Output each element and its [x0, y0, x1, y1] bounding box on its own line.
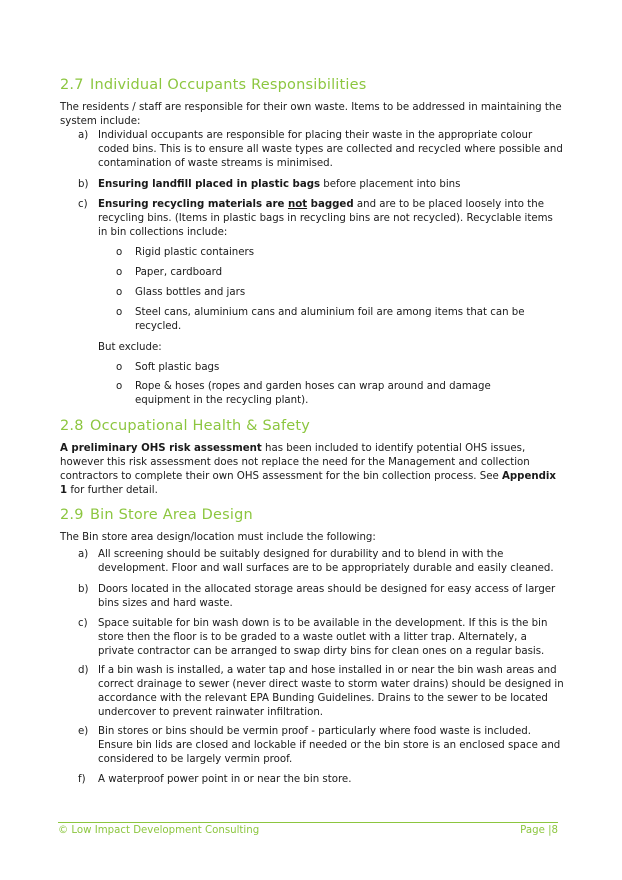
- section-2-9-heading: [60, 507, 253, 523]
- bullet-marker: o: [116, 362, 123, 373]
- item-bold-text: Ensuring landfill placed in plastic bags: [98, 179, 321, 190]
- list-item: [78, 178, 565, 192]
- item-label: c): [78, 618, 88, 629]
- bullet-text: Glass bottles and jars: [135, 287, 246, 298]
- item-text: A waterproof power point in or near the bin store.: [98, 774, 352, 785]
- bullet-item: [116, 306, 536, 334]
- section-title: Occupational Health & Safety: [90, 418, 311, 434]
- section-title: Individual Occupants Responsibilities: [90, 77, 367, 93]
- bullet-item: [116, 380, 536, 408]
- item-label: d): [78, 665, 89, 676]
- item-text: Space suitable for bin wash down is to be available in the development. If this is the bin store then the floor is to be graded to a waste outlet with a litter trap. Alternately, a private contractor can be arranged to swap dirty bins for clean ones on a regular basis.: [98, 618, 548, 657]
- item-label: f): [78, 774, 86, 785]
- emphasis-not: not: [287, 199, 308, 210]
- section-2-7-intro: The residents / staff are responsible for their own waste. Items to be addressed in maintaining the system include:: [60, 102, 562, 127]
- bullet-text: Steel cans, aluminium cans and aluminium foil are among items that can be recycled.: [135, 307, 525, 332]
- item-bold-text: Ensuring recycling materials are not bagged: [98, 199, 354, 210]
- list-item: [78, 664, 565, 720]
- item-text: and are to be placed loosely into the recycling bins. (Items in plastic bags in recycling bins are not recycled). Recyclable items in bin collections include:: [98, 199, 553, 238]
- section-number: 2.9: [60, 507, 84, 523]
- item-text: If a bin wash is installed, a water tap and hose installed in or near the bin wash areas and correct drainage to sewer (never direct waste to storm water drains) should be designed in accordance with the relevant EPA Bunding Guidelines. Drains to the sewer to be located undercover to prevent rainwater infiltration.: [98, 665, 564, 718]
- footer-divider: [58, 822, 558, 823]
- list-item: [78, 617, 565, 659]
- section-2-9-intro: The Bin store area design/location must include the following:: [60, 532, 376, 543]
- bullet-item: [116, 361, 536, 375]
- bullet-marker: o: [116, 247, 123, 258]
- appendix-reference: Appendix 1: [60, 471, 556, 496]
- item-text: Bin stores or bins should be vermin proof - particularly where food waste is included. Ensure bin lids are closed and lockable if needed or the bin store is an enclosed space and considered to be largely vermin proof.: [98, 726, 561, 765]
- item-text: Doors located in the allocated storage areas should be designed for easy access of larger bins sizes and hard waste.: [98, 584, 556, 609]
- exclude-label: But exclude:: [98, 342, 162, 353]
- item-label: c): [78, 199, 88, 210]
- bullet-text: Rope & hoses (ropes and garden hoses can wrap around and damage equipment in the recycling plant).: [135, 381, 491, 406]
- section-2-8-body: [60, 442, 565, 498]
- item-text: Individual occupants are responsible for placing their waste in the appropriate colour coded bins. This is to ensure all waste types are collected and recycled where possible and contamination of waste streams is minimised.: [98, 130, 563, 169]
- list-item: [78, 725, 565, 767]
- item-label: a): [78, 130, 89, 141]
- bullet-marker: o: [116, 267, 123, 278]
- item-text: All screening should be suitably designed for durability and to blend in with the development. Floor and wall surfaces are to be appropriately durable and easily cleaned.: [98, 549, 554, 574]
- bullet-marker: o: [116, 381, 123, 392]
- bullet-text: Paper, cardboard: [135, 267, 223, 278]
- ohs-lead-bold: A preliminary OHS risk assessment: [60, 443, 262, 454]
- list-item: [78, 548, 565, 576]
- list-item: [78, 583, 565, 611]
- section-2-7-heading: [60, 77, 367, 93]
- bullet-marker: o: [116, 287, 123, 298]
- section-number: 2.8: [60, 418, 84, 434]
- item-label: e): [78, 726, 89, 737]
- list-item: [78, 773, 565, 787]
- ohs-text: has been included to identify potential OHS issues, however this risk assessment does not replace the need for the Management and collection contractors to complete their own OHS assessment for the bin collection process. See: [60, 443, 530, 482]
- list-item: [78, 129, 565, 171]
- item-label: b): [78, 179, 89, 190]
- item-label: a): [78, 549, 89, 560]
- bullet-item: [116, 266, 536, 280]
- bullet-item: [116, 246, 536, 260]
- ohs-text-end: for further detail.: [67, 485, 158, 496]
- item-label: b): [78, 584, 89, 595]
- footer-copyright: © Low Impact Development Consulting: [58, 825, 260, 836]
- section-2-8-heading: [60, 418, 310, 434]
- section-number: 2.7: [60, 77, 84, 93]
- bullet-marker: o: [116, 307, 123, 318]
- bullet-item: [116, 286, 536, 300]
- bullet-text: Rigid plastic containers: [135, 247, 255, 258]
- item-text: before placement into bins: [320, 179, 461, 190]
- section-title: Bin Store Area Design: [90, 507, 253, 523]
- bullet-text: Soft plastic bags: [135, 362, 220, 373]
- list-item: [78, 198, 565, 240]
- footer-page-number: Page |8: [520, 825, 558, 836]
